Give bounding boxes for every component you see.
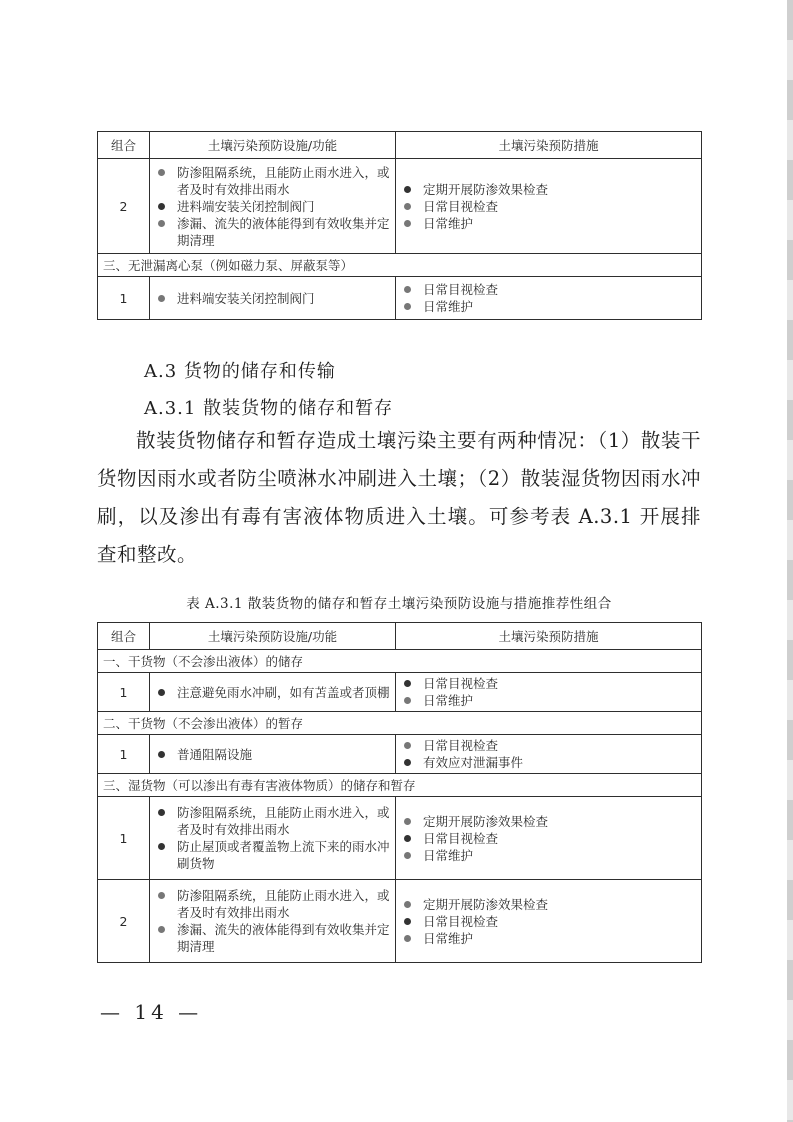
section-title: 二、干货物（不会渗出液体）的暂存 [98, 712, 702, 735]
list-item: 日常目视检查 [401, 830, 696, 847]
group-number: 1 [98, 673, 150, 712]
heading-a31: A.3.1 散装货物的储存和暂存 [144, 398, 394, 419]
table-row [98, 673, 702, 712]
table-row [98, 880, 702, 963]
facilities-cell [150, 277, 396, 320]
bullet-icon [404, 220, 411, 227]
list-item: 注意避免雨水冲刷，如有苫盖或者顶棚 [155, 684, 390, 701]
facilities-cell [150, 797, 396, 880]
list-item: 日常目视检查 [401, 913, 696, 930]
bullet-icon [404, 697, 411, 704]
list-item: 渗漏、流失的液体能得到有效收集并定期清理 [155, 215, 390, 249]
header-facilities: 土壤污染预防设施/功能 [150, 623, 396, 650]
section-title: 三、湿货物（可以渗出有毒有害液体物质）的储存和暂存 [98, 774, 702, 797]
binding-edge [787, 0, 793, 1122]
list-item: 渗漏、流失的液体能得到有效收集并定期清理 [155, 921, 390, 955]
list-item: 日常维护 [401, 215, 696, 232]
list-item: 日常目视检查 [401, 675, 696, 692]
facilities-cell [150, 673, 396, 712]
header-measures: 土壤污染预防措施 [396, 132, 702, 159]
table-header-row [98, 623, 702, 650]
list-item: 定期开展防渗效果检查 [401, 813, 696, 830]
list-item: 日常目视检查 [401, 198, 696, 215]
header-facilities: 土壤污染预防设施/功能 [150, 132, 396, 159]
table-header-row [98, 132, 702, 159]
measures-cell [396, 735, 702, 774]
list-item: 有效应对泄漏事件 [401, 754, 696, 771]
bullet-icon [404, 818, 411, 825]
group-number: 1 [98, 735, 150, 774]
list-item: 日常目视检查 [401, 737, 696, 754]
bullet-icon [158, 751, 165, 758]
header-group: 组合 [98, 132, 150, 159]
group-number: 1 [98, 277, 150, 320]
header-group: 组合 [98, 623, 150, 650]
section-title: 一、干货物（不会渗出液体）的储存 [98, 650, 702, 673]
group-number: 2 [98, 159, 150, 254]
bullet-icon [404, 186, 411, 193]
measures-cell [396, 880, 702, 963]
list-item: 日常维护 [401, 298, 696, 315]
bullet-icon [158, 809, 165, 816]
bullet-icon [158, 295, 165, 302]
section-row [98, 254, 702, 277]
table-continued [97, 131, 702, 320]
list-item: 定期开展防渗效果检查 [401, 181, 696, 198]
facilities-cell [150, 880, 396, 963]
section-title: 三、无泄漏离心泵（例如磁力泵、屏蔽泵等） [98, 254, 702, 277]
page-number: — 14 — [100, 1000, 203, 1024]
body-paragraph: 散装货物储存和暂存造成土壤污染主要有两种情况：（1）散装干货物因雨水或者防尘喷淋水冲刷进入土壤；（2）散装湿货物因雨水冲刷，以及渗出有毒有害液体物质进入土壤。可参考表 A.3.1 开展排查和整改。 [97, 429, 701, 566]
list-item: 进料端安装关闭控制阀门 [155, 198, 390, 215]
bullet-icon [404, 852, 411, 859]
bullet-icon [158, 220, 165, 227]
bullet-icon [158, 169, 165, 176]
bullet-icon [158, 203, 165, 210]
table-row [98, 797, 702, 880]
section-row [98, 774, 702, 797]
list-item: 防渗阻隔系统，且能防止雨水进入，或者及时有效排出雨水 [155, 164, 390, 198]
bullet-icon [404, 835, 411, 842]
group-number: 2 [98, 880, 150, 963]
list-item: 进料端安装关闭控制阀门 [155, 290, 390, 307]
list-item: 防渗阻隔系统，且能防止雨水进入，或者及时有效排出雨水 [155, 887, 390, 921]
bullet-icon [404, 935, 411, 942]
bullet-icon [158, 892, 165, 899]
section-row [98, 650, 702, 673]
list-item: 定期开展防渗效果检查 [401, 896, 696, 913]
bullet-icon [158, 843, 165, 850]
list-item: 防止屋顶或者覆盖物上流下来的雨水冲刷货物 [155, 838, 390, 872]
measures-cell [396, 673, 702, 712]
list-item: 普通阻隔设施 [155, 746, 390, 763]
measures-cell [396, 277, 702, 320]
bullet-icon [404, 286, 411, 293]
facilities-cell [150, 735, 396, 774]
table-a31 [97, 622, 702, 963]
list-item: 日常维护 [401, 930, 696, 947]
table-row [98, 735, 702, 774]
bullet-icon [404, 901, 411, 908]
list-item: 防渗阻隔系统，且能防止雨水进入，或者及时有效排出雨水 [155, 804, 390, 838]
bullet-icon [404, 203, 411, 210]
heading-a3: A.3 货物的储存和传输 [144, 361, 336, 382]
list-item: 日常维护 [401, 847, 696, 864]
list-item: 日常目视检查 [401, 281, 696, 298]
table-row [98, 277, 702, 320]
facilities-cell [150, 159, 396, 254]
bullet-icon [404, 680, 411, 687]
bullet-icon [158, 926, 165, 933]
section-row [98, 712, 702, 735]
group-number: 1 [98, 797, 150, 880]
bullet-icon [404, 918, 411, 925]
bullet-icon [158, 689, 165, 696]
table-row [98, 159, 702, 254]
list-item: 日常维护 [401, 692, 696, 709]
bullet-icon [404, 303, 411, 310]
measures-cell [396, 797, 702, 880]
bullet-icon [404, 742, 411, 749]
bullet-icon [404, 759, 411, 766]
header-measures: 土壤污染预防措施 [396, 623, 702, 650]
table-caption: 表 A.3.1 散装货物的储存和暂存土壤污染预防设施与措施推荐性组合 [186, 596, 612, 612]
measures-cell [396, 159, 702, 254]
